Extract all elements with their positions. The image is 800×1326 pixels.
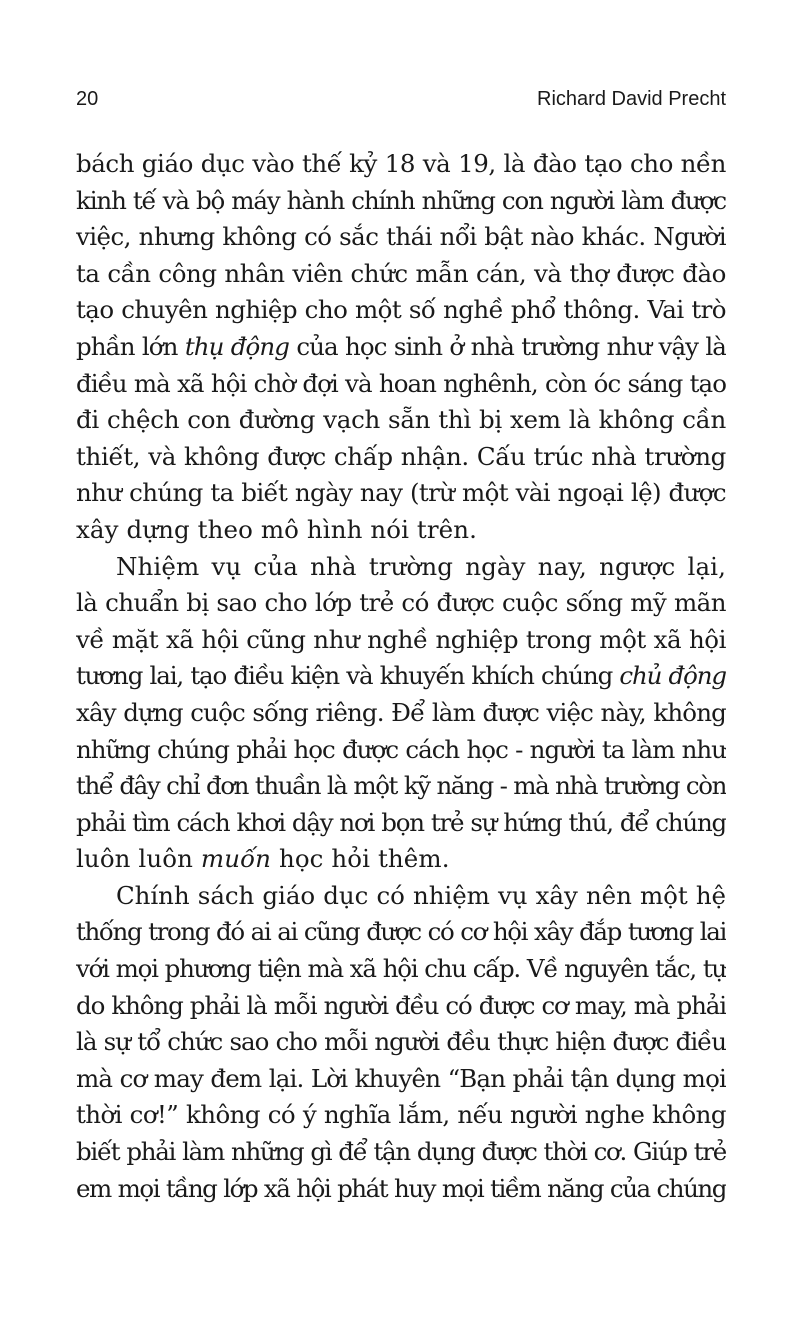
text-line: thời cơ!” không có ý nghĩa lắm, nếu người nghe không — [76, 1100, 726, 1130]
paragraph-2 — [76, 549, 726, 878]
italic-emphasis: muốn — [200, 844, 272, 874]
page-header — [76, 84, 726, 114]
text-run: tương lai, tạo điều kiện và khuyến khích chúng — [76, 661, 620, 691]
text-line — [76, 841, 726, 878]
text-line: em mọi tầng lớp xã hội phát huy mọi tiềm năng của chúng — [76, 1173, 726, 1203]
text-line: về mặt xã hội cũng như nghề nghiệp trong một xã hội — [76, 624, 726, 654]
text-line: thể đây chỉ đơn thuần là một kỹ năng - mà nhà trường còn — [76, 771, 726, 801]
text-run: luôn luôn — [76, 844, 201, 874]
text-line: kinh tế và bộ máy hành chính những con người làm được — [76, 185, 726, 215]
text-line: Nhiệm vụ của nhà trường ngày nay, ngược lại, — [116, 551, 726, 581]
text-line: những chúng phải học được cách học - người ta làm như — [76, 734, 726, 764]
italic-emphasis: chủ động — [619, 661, 726, 691]
paragraph-3 — [76, 878, 726, 1207]
text-line: do không phải là mỗi người đều có được cơ may, mà phải — [76, 990, 726, 1020]
body-text — [76, 146, 726, 1207]
text-run: học hỏi thêm. — [271, 844, 450, 874]
text-line: Chính sách giáo dục có nhiệm vụ xây nên một hệ — [116, 880, 726, 910]
text-line: thống trong đó ai ai cũng được có cơ hội xây đắp tương lai — [76, 917, 726, 947]
running-head-author: Richard David Precht — [537, 87, 726, 110]
page-number: 20 — [76, 87, 99, 110]
text-run: phần lớn — [76, 331, 185, 361]
text-line: ta cần công nhân viên chức mẫn cán, và thợ được đào — [76, 258, 726, 288]
text-line: thiết, và không được chấp nhận. Cấu trúc nhà trường — [76, 441, 726, 471]
text-run: của học sinh ở nhà trường như vậy là — [289, 331, 726, 361]
text-line — [76, 329, 726, 366]
text-line: là sự tổ chức sao cho mỗi người đều thực hiện được điều — [76, 1027, 726, 1057]
paragraph-1 — [76, 146, 726, 549]
text-line: như chúng ta biết ngày nay (trừ một vài ngoại lệ) được — [76, 478, 726, 508]
text-line: xây dựng theo mô hình nói trên. — [76, 514, 478, 544]
text-line: bách giáo dục vào thế kỷ 18 và 19, là đào tạo cho nền — [76, 149, 726, 178]
text-line: việc, nhưng không có sắc thái nổi bật nào khác. Người — [76, 222, 726, 252]
text-line: xây dựng cuộc sống riêng. Để làm được việc này, không — [76, 697, 726, 727]
text-line: với mọi phương tiện mà xã hội chu cấp. Về nguyên tắc, tự — [76, 954, 726, 984]
text-line — [76, 658, 726, 695]
text-line: đi chệch con đường vạch sẵn thì bị xem là không cần — [76, 405, 726, 435]
text-line: phải tìm cách khơi dậy nơi bọn trẻ sự hứng thú, để chúng — [76, 807, 726, 837]
text-line: là chuẩn bị sao cho lớp trẻ có được cuộc sống mỹ mãn — [76, 588, 726, 618]
italic-emphasis: thụ động — [184, 331, 290, 361]
text-line: tạo chuyên nghiệp cho một số nghề phổ thông. Vai trò — [76, 295, 726, 325]
text-line: điều mà xã hội chờ đợi và hoan nghênh, còn óc sáng tạo — [76, 368, 726, 398]
text-line: biết phải làm những gì để tận dụng được thời cơ. Giúp trẻ — [76, 1137, 726, 1167]
text-line: mà cơ may đem lại. Lời khuyên “Bạn phải tận dụng mọi — [76, 1063, 726, 1093]
